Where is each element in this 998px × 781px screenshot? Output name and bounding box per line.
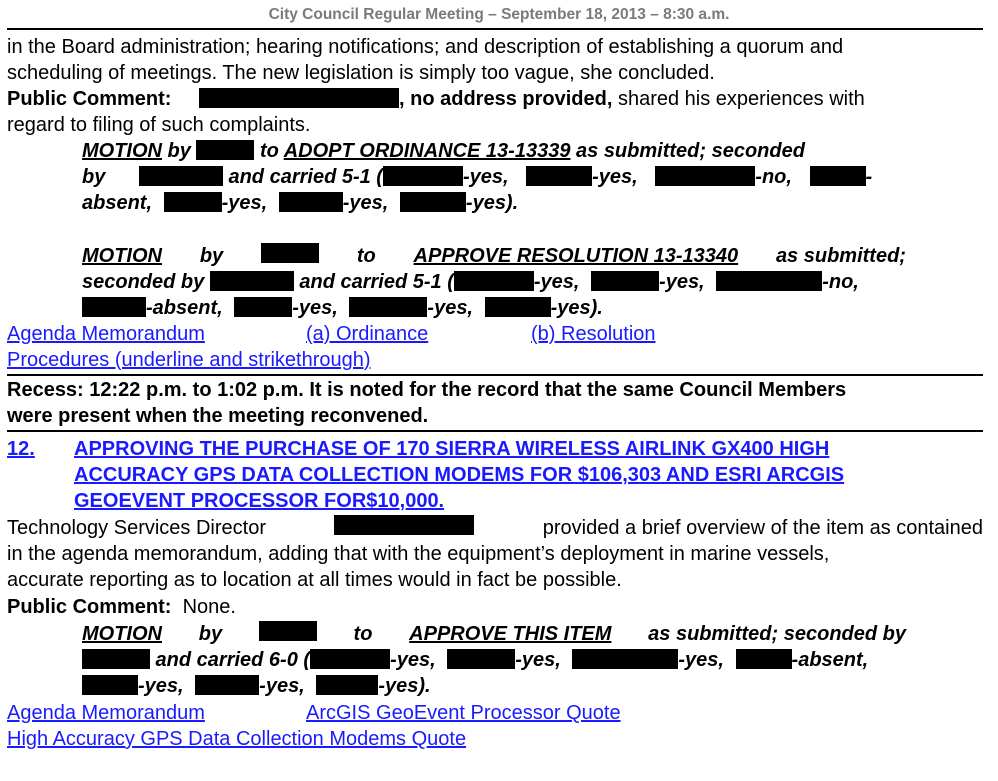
public-comment-line-2: regard to filing of such complaints. bbox=[7, 114, 311, 136]
recess-line-2: were present when the meeting reconvened. bbox=[7, 405, 429, 427]
motion-3-line-2 bbox=[82, 647, 868, 673]
vote-no: -no, bbox=[755, 166, 792, 188]
redaction-box bbox=[334, 515, 474, 535]
redaction-box bbox=[572, 649, 678, 669]
motion-1-line-2 bbox=[82, 164, 872, 190]
procedures-link[interactable]: Procedures (underline and strikethrough) bbox=[7, 349, 371, 371]
redaction-box bbox=[316, 675, 378, 695]
redaction-box bbox=[196, 140, 254, 160]
vote-yes: -yes, bbox=[259, 675, 305, 697]
redaction-box bbox=[259, 621, 317, 641]
section-rule bbox=[7, 430, 983, 432]
redaction-box bbox=[349, 297, 427, 317]
motion-as-submitted: as submitted; seconded bbox=[570, 140, 805, 162]
item-body-text: Technology Services Director bbox=[7, 517, 266, 539]
public-comment-label: Public Comment: bbox=[7, 596, 172, 618]
recess-line-1 bbox=[7, 377, 983, 403]
public-comment-label: Public Comment: bbox=[7, 88, 172, 110]
agenda-memorandum-link[interactable]: Agenda Memorandum bbox=[7, 702, 205, 724]
vote-yes: -yes, bbox=[659, 271, 705, 293]
motion-1-line-3 bbox=[82, 190, 518, 216]
vote-yes: -yes, bbox=[292, 297, 338, 319]
motion-to: to bbox=[353, 623, 373, 645]
item-body-line-2: in the agenda memorandum, adding that with the equipment’s deployment in marine vessels, bbox=[7, 543, 830, 565]
vote-yes: -yes). bbox=[550, 297, 603, 319]
redaction-box bbox=[139, 166, 223, 186]
public-comment-line bbox=[7, 594, 236, 620]
resolution-link[interactable]: (b) Resolution bbox=[531, 323, 656, 345]
motion-seconded: seconded by bbox=[82, 271, 210, 293]
vote-yes: -yes, bbox=[678, 649, 724, 671]
redaction-box bbox=[485, 297, 551, 317]
motion-as-submitted: as submitted; bbox=[775, 245, 906, 267]
motion-label: MOTION bbox=[82, 140, 162, 162]
redaction-box bbox=[454, 271, 534, 291]
item-title-line-1[interactable]: APPROVING THE PURCHASE OF 170 SIERRA WIRELESS AIRLINK GX400 HIGH bbox=[74, 438, 830, 460]
motion-action: APPROVE THIS ITEM bbox=[409, 623, 612, 645]
vote-dash: - bbox=[865, 166, 873, 188]
item-body-line-1 bbox=[7, 515, 983, 541]
motion-1-line-1 bbox=[82, 138, 805, 164]
redaction-box bbox=[591, 271, 659, 291]
item-title-line-3[interactable]: GEOEVENT PROCESSOR FOR$10,000. bbox=[74, 490, 445, 512]
public-comment-text: None. bbox=[171, 596, 236, 618]
motion-action: APPROVE RESOLUTION 13-13340 bbox=[413, 245, 739, 267]
vote-yes: -yes). bbox=[465, 192, 519, 214]
vote-yes: -yes). bbox=[378, 675, 431, 697]
vote-no: -no, bbox=[822, 271, 859, 293]
redaction-box bbox=[195, 675, 259, 695]
vote-absent: -absent, bbox=[146, 297, 223, 319]
motion-as-submitted: as submitted; seconded by bbox=[648, 623, 906, 645]
redaction-box bbox=[447, 649, 515, 669]
redaction-box bbox=[526, 166, 592, 186]
motion-to: to bbox=[254, 140, 284, 162]
redaction-box bbox=[210, 271, 294, 291]
agenda-memorandum-link[interactable]: Agenda Memorandum bbox=[7, 323, 205, 345]
gps-modems-quote-link[interactable]: High Accuracy GPS Data Collection Modems Quote bbox=[7, 728, 467, 750]
vote-yes: -yes, bbox=[138, 675, 184, 697]
redaction-box bbox=[810, 166, 866, 186]
vote-yes: -yes, bbox=[462, 166, 509, 188]
vote-absent: absent, bbox=[82, 192, 153, 214]
item-body-line-3: accurate reporting as to location at all times would in fact be possible. bbox=[7, 569, 622, 591]
motion-label: MOTION bbox=[82, 623, 162, 645]
redaction-box bbox=[310, 649, 390, 669]
redaction-box bbox=[82, 297, 146, 317]
motion-action: ADOPT ORDINANCE 13-13339 bbox=[283, 140, 571, 162]
motion-by: by bbox=[82, 166, 111, 188]
motion-2-line-3 bbox=[82, 295, 603, 321]
vote-yes: -yes, bbox=[427, 297, 473, 319]
redaction-box bbox=[164, 192, 222, 212]
intro-line-2: scheduling of meetings. The new legislation is simply too vague, she concluded. bbox=[7, 62, 715, 84]
item-body-text: provided a brief overview of the item as contained bbox=[542, 517, 983, 539]
header-rule bbox=[7, 28, 983, 30]
redaction-box bbox=[400, 192, 466, 212]
motion-label: MOTION bbox=[82, 245, 162, 267]
public-comment-line bbox=[7, 86, 865, 112]
motion-carried: and carried 6-0 ( bbox=[150, 649, 311, 671]
motion-to: to bbox=[356, 245, 376, 267]
intro-text-1: in the Board administration; hearing notifications; and description of establishing a quorum and bbox=[7, 36, 844, 58]
redaction-box bbox=[716, 271, 822, 291]
redaction-box bbox=[736, 649, 792, 669]
redaction-box bbox=[234, 297, 292, 317]
vote-yes: -yes, bbox=[221, 192, 268, 214]
recess-text: Recess: 12:22 p.m. to 1:02 p.m. It is noted for the record that the same Council Members bbox=[7, 379, 847, 401]
vote-yes: -yes, bbox=[592, 166, 638, 188]
item-number[interactable]: 12. bbox=[7, 438, 35, 460]
vote-yes: -yes, bbox=[515, 649, 561, 671]
intro-line-1 bbox=[7, 34, 983, 60]
redaction-box bbox=[199, 88, 399, 108]
redaction-box bbox=[655, 166, 755, 186]
motion-3-line-3 bbox=[82, 673, 431, 699]
motion-2-line-2 bbox=[82, 269, 859, 295]
redaction-box bbox=[279, 192, 343, 212]
item-title-line-2[interactable]: ACCURACY GPS DATA COLLECTION MODEMS FOR $106,303 AND ESRI ARCGIS bbox=[74, 464, 845, 486]
arcgis-quote-link[interactable]: ArcGIS GeoEvent Processor Quote bbox=[306, 702, 621, 724]
motion-by: by bbox=[198, 623, 223, 645]
public-comment-text: shared his experiences with bbox=[612, 88, 865, 110]
motion-2-line-1 bbox=[82, 243, 906, 269]
vote-yes: -yes, bbox=[342, 192, 389, 214]
ordinance-link[interactable]: (a) Ordinance bbox=[306, 323, 429, 345]
motion-carried: and carried 5-1 ( bbox=[293, 271, 454, 293]
redaction-box bbox=[82, 649, 150, 669]
vote-yes: -yes, bbox=[390, 649, 436, 671]
motion-carried: and carried 5-1 ( bbox=[222, 166, 383, 188]
vote-absent: -absent, bbox=[791, 649, 869, 671]
redaction-box bbox=[82, 675, 138, 695]
page-header: City Council Regular Meeting – September 18, 2013 – 8:30 a.m. bbox=[268, 6, 730, 23]
motion-3-line-1 bbox=[82, 621, 906, 647]
section-rule bbox=[7, 374, 983, 376]
redaction-box bbox=[261, 243, 319, 263]
no-address-text: , no address provided, bbox=[399, 88, 613, 110]
motion-by: by bbox=[199, 245, 224, 267]
redaction-box bbox=[383, 166, 463, 186]
vote-yes: -yes, bbox=[533, 271, 580, 293]
motion-by: by bbox=[162, 140, 197, 162]
